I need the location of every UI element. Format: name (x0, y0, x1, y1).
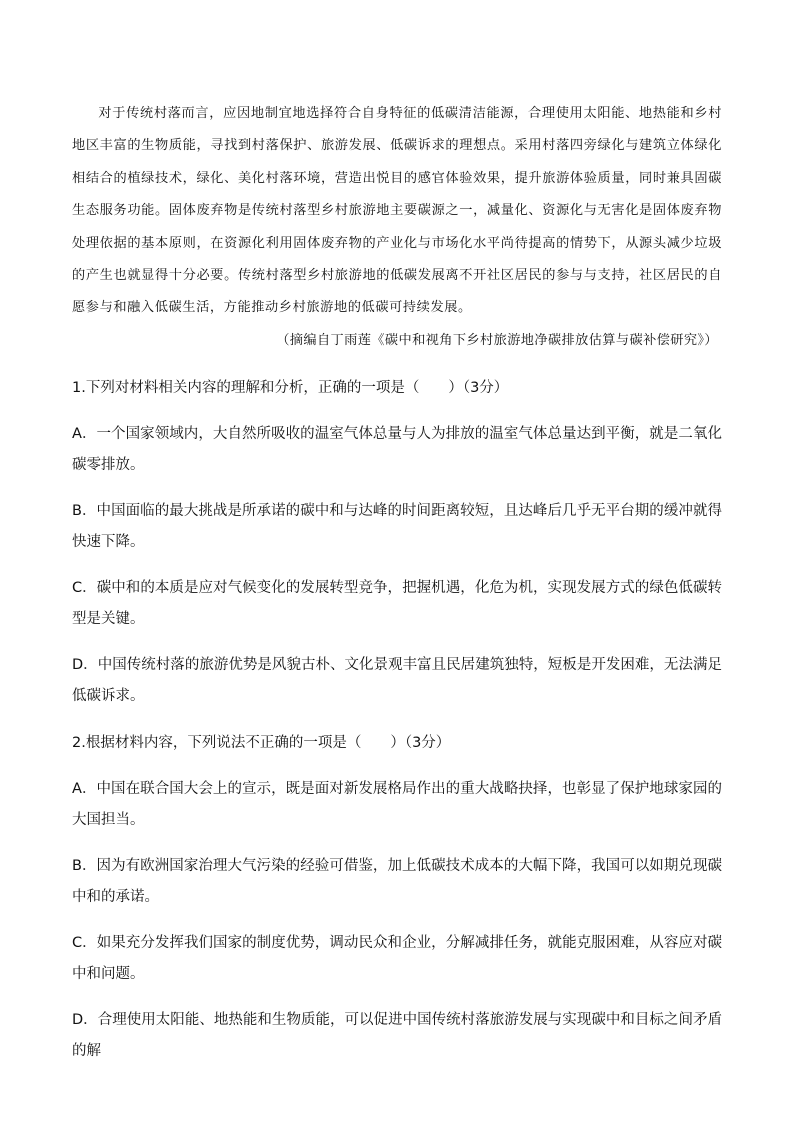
question-2-option-b: B．因为有欧洲国家治理大气污染的经验可借鉴，加上低碳技术成本的大幅下降，我国可以如期兑现碳中和的承诺。 (72, 858, 722, 905)
question-section (72, 372, 722, 1082)
question-1-option-b: B．中国面临的最大挑战是所承诺的碳中和与达峰的时间距离较短，且达峰后几乎无平台期的缓冲就得快速下降。 (72, 503, 722, 550)
question-1-option-a: A．一个国家领域内，大自然所吸收的温室气体总量与人为排放的温室气体总量达到平衡，就是二氧化碳零排放。 (72, 426, 722, 473)
question-2-option-a: A．中国在联合国大会上的宣示，既是面对新发展格局作出的重大战略抉择，也彰显了保护地球家园的大国担当。 (72, 781, 722, 828)
question-1-option-c: C．碳中和的本质是应对气候变化的发展转型竞争，把握机遇，化危为机，实现发展方式的绿色低碳转型是关键。 (72, 580, 722, 627)
question-1-stem: 1.下列对材料相关内容的理解和分析，正确的一项是（ ）（3分） (72, 380, 509, 396)
question-1-option-d: D．中国传统村落的旅游优势是风貌古朴、文化景观丰富且民居建筑独特，短板是开发困难，无法满足低碳诉求。 (72, 657, 722, 704)
question-2-option-d: D．合理使用太阳能、地热能和生物质能，可以促进中国传统村落旅游发展与实现碳中和目标之间矛盾的解 (72, 1012, 722, 1059)
question-2-option-c: C．如果充分发挥我们国家的制度优势，调动民众和企业，分解减排任务，就能克服困难，从容应对碳中和问题。 (72, 935, 722, 982)
source-citation: （摘编自丁雨莲《碳中和视角下乡村旅游地净碳排放估算与碳补偿研究》） (276, 333, 718, 348)
reading-passage: 对于传统村落而言，应因地制宜地选择符合自身特征的低碳清洁能源，合理使用太阳能、地热能和乡村地区丰富的生物质能，寻找到村落保护、旅游发展、低碳诉求的理想点。采用村落四旁绿化与建筑立体绿化相结合的植绿技术，绿化、美化村落环境，营造出悦目的感官体验效果，提升旅游体验质量，同时兼具固碳生态服务功能。固体废弃物是传统村落型乡村旅游地主要碳源之一，减量化、资源化与无害化是固体废弃物处理依据的基本原则，在资源化利用固体废弃物的产业化与市场化水平尚待提高的情势下，从源头减少垃圾的产生也就显得十分必要。传统村落型乡村旅游地的低碳发展离不开社区居民的参与与支持，社区居民的自愿参与和融入低碳生活，方能推动乡村旅游地的低碳可持续发展。 (72, 106, 722, 316)
question-2-stem: 2.根据材料内容，下列说法不正确的一项是（ ）（3分） (72, 735, 451, 751)
